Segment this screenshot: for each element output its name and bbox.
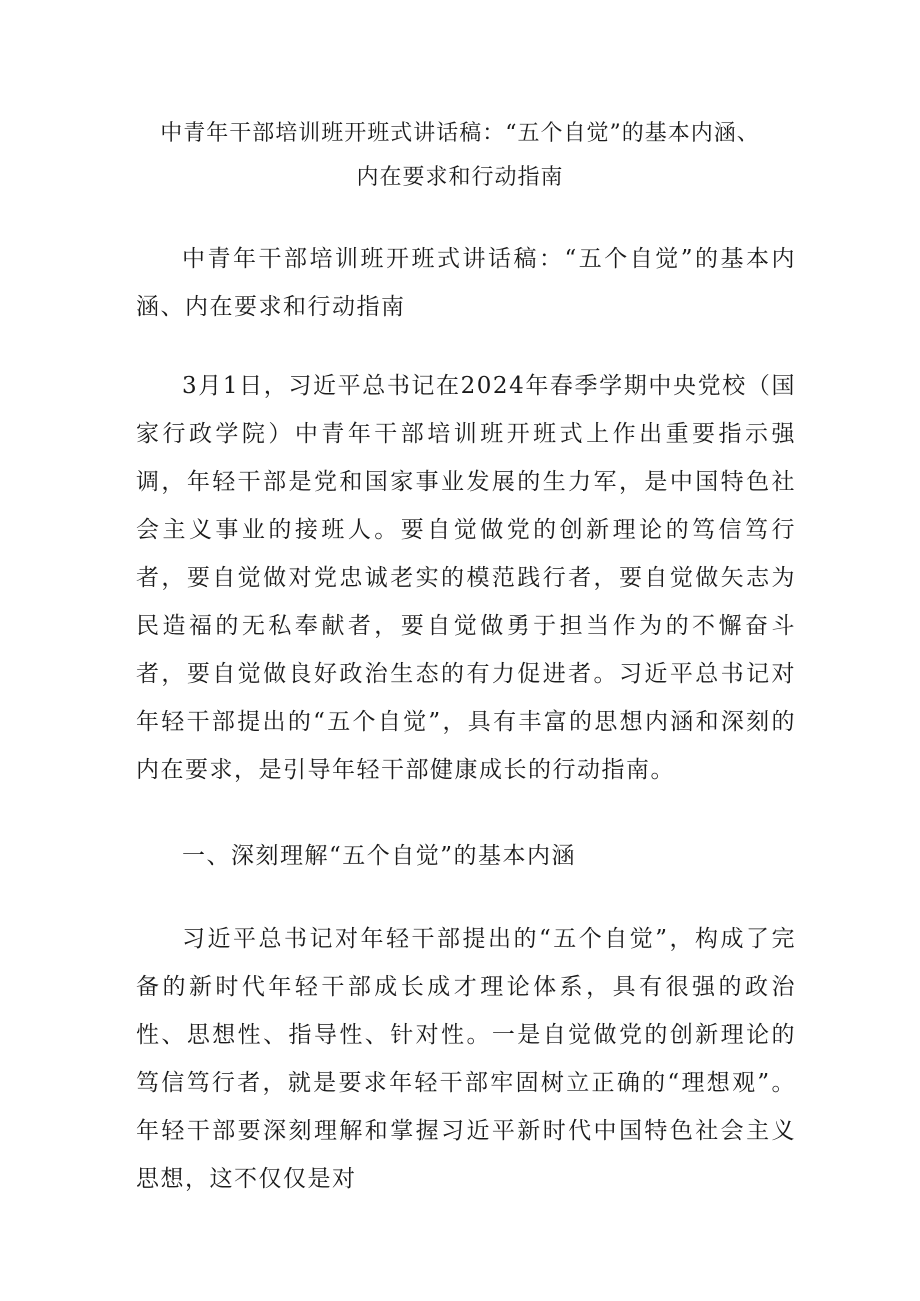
paragraph-text: 习近平总书记对年轻干部提出的“五个自觉”，构成了完备的新时代年轻干部成长成才理论体系，具有很强的政治性、思想性、指导性、针对性。一是自觉做党的创新理论的笃信笃行者，就是要求年轻干部牢固树立正确的“理想观”。年轻干部要深刻理解和掌握习近平新时代中国特色社会主义思想，这不仅仅是对 [136, 926, 796, 1192]
document-title-line2: 内在要求和行动指南 [356, 165, 564, 190]
section-heading [136, 832, 796, 880]
document-title-line1: 中青年干部培训班开班式讲话稿：“五个自觉”的基本内涵、 [160, 121, 760, 146]
paragraph-intro [136, 362, 796, 794]
document-subtitle [136, 235, 796, 331]
paragraph-text: 3月1日，习近平总书记在2024年春季学期中央党校（国家行政学院）中青年干部培训班开班式上作出重要指示强调，年轻干部是党和国家事业发展的生力军，是中国特色社会主义事业的接班人。要自觉做党的创新理论的笃信笃行者，要自觉做对党忠诚老实的模范践行者，要自觉做矢志为民造福的无私奉献者，要自觉做勇于担当作为的不懈奋斗者，要自觉做良好政治生态的有力促进者。习近平总书记对年轻干部提出的“五个自觉”，具有丰富的思想内涵和深刻的内在要求，是引导年轻干部健康成长的行动指南。 [136, 373, 796, 783]
subtitle-text: 中青年干部培训班开班式讲话稿：“五个自觉”的基本内涵、内在要求和行动指南 [136, 246, 796, 320]
paragraph-section-one [136, 915, 796, 1203]
section-heading-text: 一、深刻理解“五个自觉”的基本内涵 [182, 843, 577, 869]
